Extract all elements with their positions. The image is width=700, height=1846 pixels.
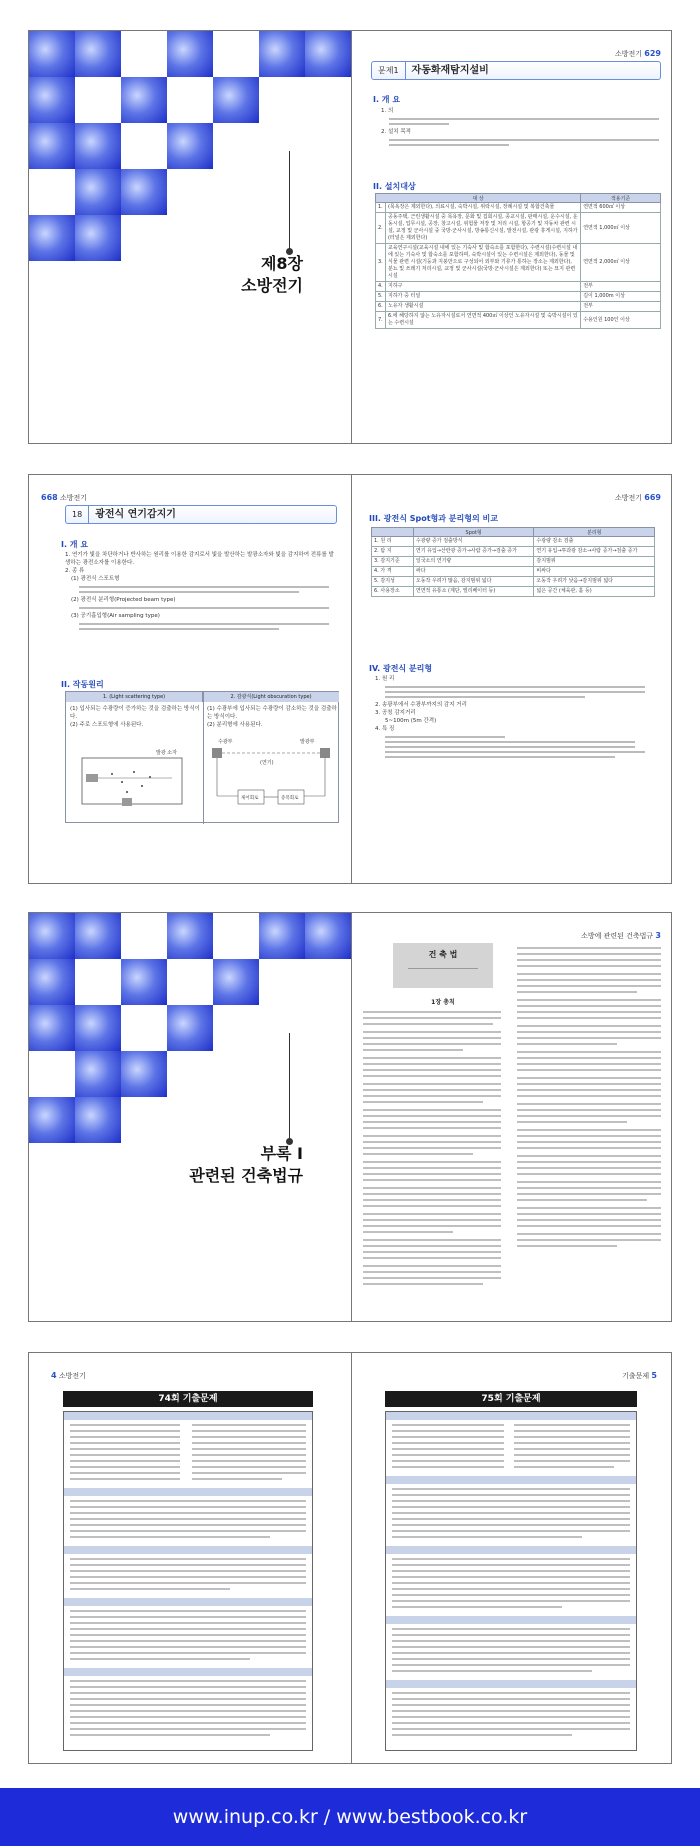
table-row: 2. 공동주택, 근린생활시설 중 목욕장, 문화 및 집회시설, 종교시설, 판매시설, 운수시설, 운동시설, 업무시설, 공장, 창고시설, 위험물 저장 및 처리 시설, 항공기 및 자동차 관련 시설, 교정 및 군사시설 중 국방·군사시설, 방송통신시설, 발전시설, 관광 휴게시설, 지하가(터널은 제외한다) 연면적 1,000㎡ 이상 (376, 213, 661, 244)
law-title-box: 건 축 법 (393, 943, 493, 988)
page-exam-74 (29, 1353, 351, 1763)
running-header: 4 소방전기 (51, 1371, 86, 1380)
section-heading: II. 작동원리 (61, 680, 104, 689)
chapter-title: 제8장 소방전기 (241, 254, 303, 295)
appendix-title: 부록 Ⅰ 관련된 건축법규 (189, 1144, 303, 1185)
separated-type-text: 1. 원 리 2. 송광부에서 수광부까지의 감지 거리 3. 공칭 감지거리 5~100m (5m 간격) 4. 특 징 (375, 675, 655, 761)
page-exam-75 (351, 1353, 673, 1763)
table-row: 3. 교육연구시설(교육시설 내에 있는 기숙사 및 합숙소를 포함한다), 수련시설(수련시설 내에 있는 기숙사 및 합숙소를 포함하며, 숙박시설이 있는 수련시설은 제외한다), 동물 및 식물 관련 시설(기둥과 지붕만으로 구성되어 외부와 기류가 통하는 장소는 제외한다), 분뇨 및 쓰레기 처리시설, 교정 및 군사시설(국방·군사시설은 제외한다) 또는 묘지 관련 시설 연면적 2,000㎡ 이상 (376, 244, 661, 282)
exam-title: 74회 기출문제 (63, 1391, 313, 1407)
law-chapter: 1장 총칙 (431, 999, 455, 1006)
running-header: 기출문제 5 (622, 1371, 657, 1380)
overview-text: 1. 의 2. 설치 목적 (381, 107, 661, 149)
problem-title: 문제1 자동화재탐지설비 (371, 61, 661, 80)
table-row: 6. 노유자 생활시설 전부 (376, 302, 661, 312)
overview-text: 1. 연기가 빛을 차단하거나 반사하는 원리를 이용한 감지로서 빛을 발산하는 발광소자와 빛을 감지하여 전류를 발생하는 광전소자를 이용한다. 2. 종 류 (1) 광전식 스포트형 (2) 광전식 분리형(Projected beam type) (3) 공기흡입형(Air sampling type) (65, 551, 335, 633)
table-row: 6. 사용장소 연면적 유통소 (계단, 엘리베이터 등) 넓은 공간 (체육관, 홀 등) (372, 587, 655, 597)
svg-text:(연기): (연기) (260, 760, 274, 766)
compare-table: Spot형 분리형 1. 원 리 수광량 증가 검출방식 수광량 감소 검출 2. 탐 지 연기 유입→산란광 증가→사람 증가→검출 증가 연기 유입→투과광 감소→사람 증가→검출 증가 3. 감지기준 일국소의 연기량 감지범위 4. 가 격 싸다 비싸다 5. 감지성 오동작 우려가 많음, 감지범위 넓다 오동작 우려가 낮음→감지범위 넓다 6. 사용장소 연면적 유통소 (계단, 엘리베이터 등) 넓은 공간 (체육관, 홀 등) (371, 527, 655, 597)
spread-chapter8 (28, 30, 672, 444)
spread-exams (28, 1352, 672, 1764)
page-669 (351, 475, 673, 883)
page-appendix-cover (29, 913, 351, 1321)
table-row: 1. 원 리 수광량 증가 검출방식 수광량 감소 검출 (372, 537, 655, 547)
table-row: 7. 6.에 해당하지 않는 노유자시설로서 연면적 400㎡ 이상인 노유자시설 및 숙박시설이 있는 수련시설 수용인원 100인 이상 (376, 312, 661, 329)
section-heading: I. 개 요 (373, 95, 401, 104)
table-row: 3. 감지기준 일국소의 연기량 감지범위 (372, 557, 655, 567)
svg-text:제어회로: 제어회로 (241, 796, 259, 801)
table-row: 4. 가 격 싸다 비싸다 (372, 567, 655, 577)
page-law-3 (351, 913, 673, 1321)
obscuration-diagram (208, 736, 336, 820)
spread-photoelectric (28, 474, 672, 884)
section-heading: I. 개 요 (61, 540, 89, 549)
exam-title: 75회 기출문제 (385, 1391, 637, 1407)
page-629 (351, 31, 673, 443)
svg-text:발광부: 발광부 (300, 739, 315, 745)
running-header: 소방에 관련된 건축법규 3 (581, 931, 661, 940)
running-header: 소방전기 629 (615, 49, 661, 58)
page-chapter8-cover (29, 31, 351, 443)
section-heading: III. 광전식 Spot형과 분리형의 비교 (369, 514, 498, 523)
svg-text:증폭회로: 증폭회로 (281, 796, 299, 801)
exam-question-box (63, 1411, 313, 1751)
table-row: 1. (목욕장은 제외한다), 의료시설, 숙박시설, 위락시설, 장례시설 및 복합건축물 연면적 600㎡ 이상 (376, 203, 661, 213)
scattering-diagram (72, 744, 197, 820)
table-row: 5. 감지성 오동작 우려가 많음, 감지범위 넓다 오동작 우려가 낮음→감지범위 넓다 (372, 577, 655, 587)
problem-title: 18 광전식 연기감지기 (65, 505, 337, 524)
svg-text:수광부: 수광부 (218, 739, 233, 745)
exam-question-box (385, 1411, 637, 1751)
page-668 (29, 475, 351, 883)
footer-url-banner[interactable]: www.inup.co.kr / www.bestbook.co.kr (0, 1788, 700, 1846)
table-row: 5. 지하가 중 터널 길이 1,000m 이상 (376, 292, 661, 302)
table-row: 4. 지하구 전부 (376, 282, 661, 292)
svg-text:발광 소자: 발광 소자 (156, 750, 177, 756)
principle-table: 1. (Light scattering type) 2. 감광식(Light obscuration type) (1) 입사되는 수광량이 증가하는 것을 검출하는 방식이다. (2) 주로 스포트형에 사용된다. (1) 수광부에 입사되는 수광량이 감소하는 것을 검출하는 방식이다. (2) 분리형에 사용된다. 발광 소자 수광부 발광부 (연기) 제어회로 증폭회로 (65, 691, 339, 823)
install-target-table: 대 상 적용기준 1. (목욕장은 제외한다), 의료시설, 숙박시설, 위락시설, 장례시설 및 복합건축물 연면적 600㎡ 이상 2. 공동주택, 근린생활시설 중 목욕장, 문화 및 집회시설, 종교시설, 판매시설, 운수시설, 운동시설, 업무시설, 공장, 창고시설, 위험물 저장 및 처리 시설, 항공기 및 자동차 관련 시설, 교정 및 군사시설 중 국방·군사시설, 방송통신시설, 발전시설, 관광 휴게시설, 지하가(터널은 제외한다) 연면적 1,000㎡ 이상 3. 교육연구시설(교육시설 내에 있는 기숙사 및 합숙소를 포함한다), 수련시설(수련시설 내에 있는 기숙사 및 합숙소를 포함하며, 숙박시설이 있는 수련시설은 제외한다), 동물 및 식물 관련 시설(기둥과 지붕만으로 구성되어 외부와 기류가 통하는 장소는 제외한다), 분뇨 및 쓰레기 처리시설, 교정 및 군사시설(국방·군사시설은 제외한다) 또는 묘지 관련 시설 연면적 2,000㎡ 이상 4. 지하구 전부 5. 지하가 중 터널 길이 1,000m 이상 6. 노유자 생활시설 전부 7. 6.에 해당하지 않는 노유자시설로서 연면적 400㎡ 이상인 노유자시설 및 숙박시설이 있는 수련시설 수용인원 100인 이상 (375, 193, 661, 329)
section-heading: IV. 광전식 분리형 (369, 664, 433, 673)
running-header: 668 소방전기 (41, 493, 87, 502)
table-row: 2. 탐 지 연기 유입→산란광 증가→사람 증가→검출 증가 연기 유입→투과광 감소→사람 증가→검출 증가 (372, 547, 655, 557)
section-heading: II. 설치대상 (373, 182, 416, 191)
spread-appendix (28, 912, 672, 1322)
running-header: 소방전기 669 (615, 493, 661, 502)
